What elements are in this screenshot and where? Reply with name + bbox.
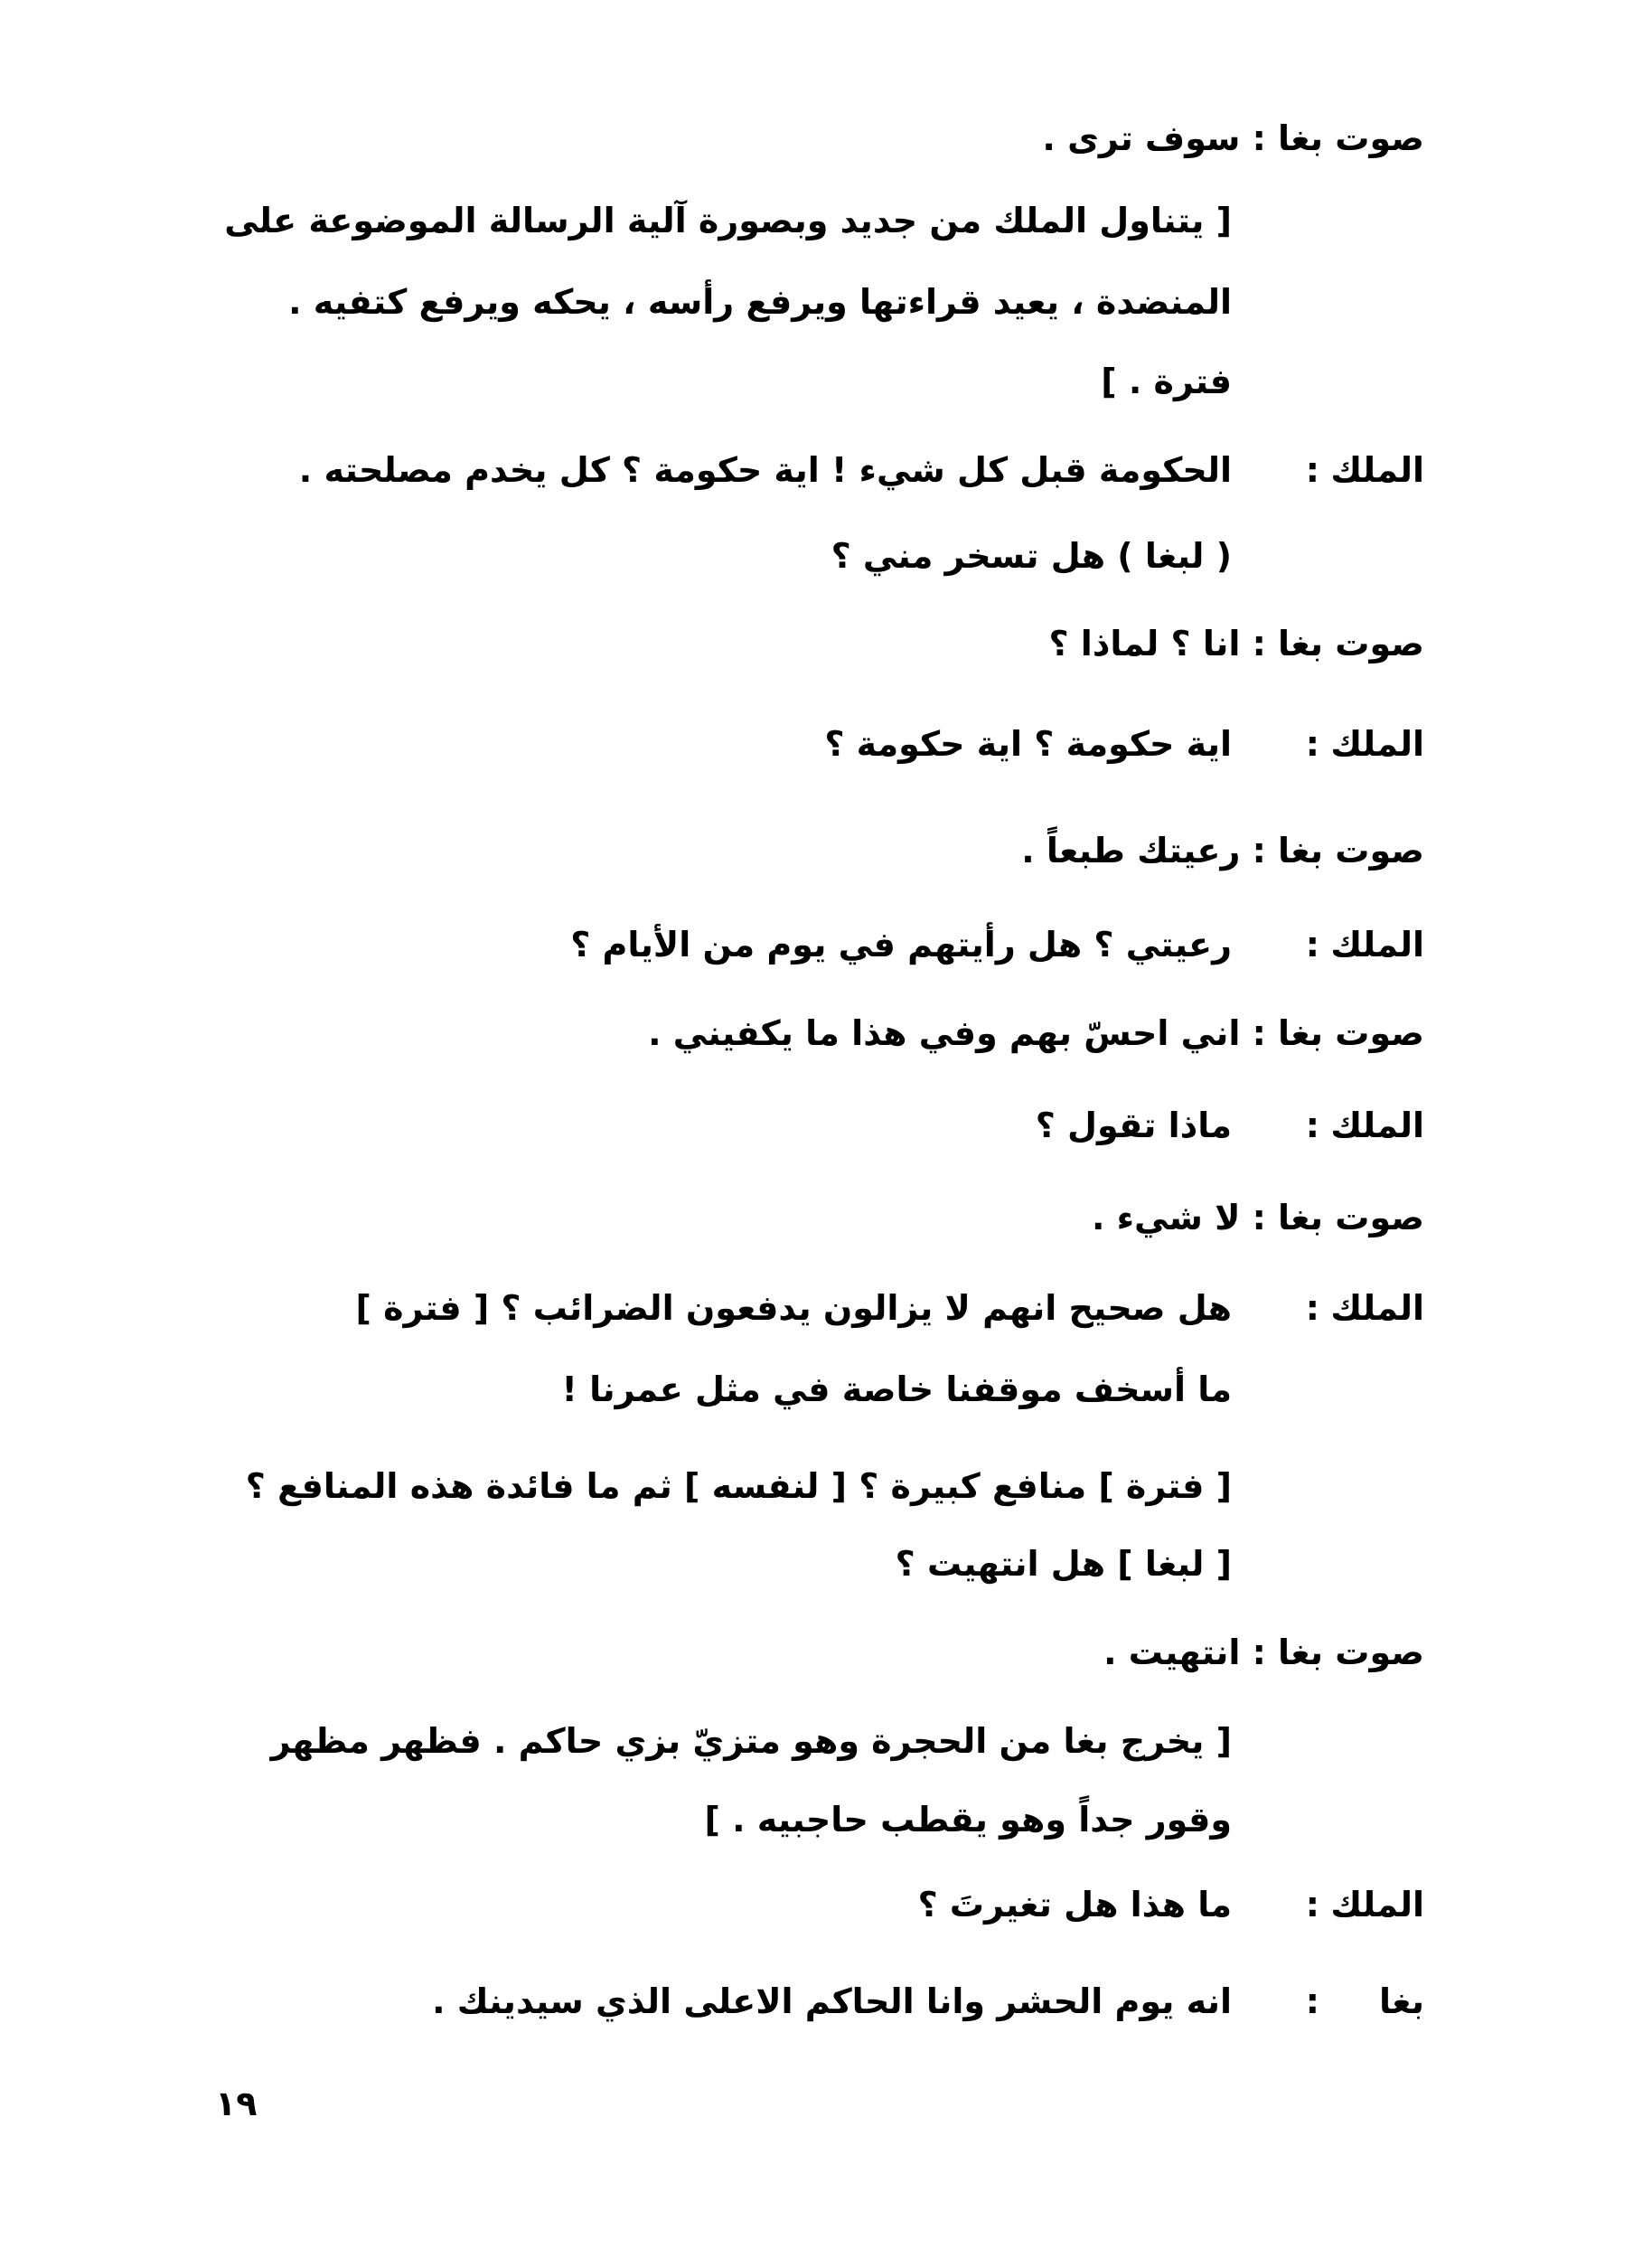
line-text: رعيتي ؟ هل رأيتهم في يوم من الأيام ؟: [570, 925, 1232, 965]
line-text: [ لبغا ] هل انتهيت ؟: [895, 1544, 1232, 1584]
line-text: [ يتناول الملك من جديد وبصورة آلية الرسالة الموضوعة على: [224, 201, 1232, 240]
dialogue-line: [0, 1281, 1652, 1335]
line-text: وقور جداً وهو يقطب حاجبيه . ]: [704, 1800, 1232, 1840]
dialogue-line: [0, 1006, 1652, 1060]
dialogue-line: [0, 1098, 1652, 1153]
stage-text-line: [0, 193, 1652, 248]
line-text: اية حكومة ؟ اية حكومة ؟: [824, 724, 1232, 764]
speaker-colon: :: [1305, 724, 1319, 764]
speaker-name: الملك: [1330, 1288, 1424, 1328]
speaker-name: الملك: [1330, 724, 1424, 764]
page-number: ١٩: [215, 2084, 258, 2123]
dialogue-line: [0, 443, 1652, 497]
speaker-colon: :: [1305, 1288, 1319, 1328]
line-text: صوت بغا : انتهيت .: [1103, 1633, 1424, 1672]
speaker-colon: :: [1305, 1106, 1319, 1145]
dialogue-line: [0, 616, 1652, 671]
speaker-colon: :: [1305, 450, 1319, 490]
line-text: ما أسخف موقفنا خاصة في مثل عمرنا !: [561, 1369, 1232, 1409]
dialogue-line: [0, 717, 1652, 771]
dialogue-line: [0, 917, 1652, 972]
speaker-name: الملك: [1330, 1106, 1424, 1145]
stage-text-line: [0, 1793, 1652, 1847]
stage-text-line: [0, 1714, 1652, 1768]
dialogue-line: [0, 1877, 1652, 1932]
stage-text-line: [0, 1537, 1652, 1591]
line-text: ( لبغا ) هل تسخر مني ؟: [831, 536, 1232, 576]
line-text: [ يخرج بغا من الحجرة وهو متزيّ بزي حاكم . فظهر مظهر: [270, 1721, 1232, 1761]
stage-text-line: [0, 529, 1652, 583]
speaker-name: الملك: [1330, 1885, 1424, 1924]
dialogue-line: [0, 1974, 1652, 2028]
speaker-colon: :: [1305, 1885, 1319, 1924]
line-text: صوت بغا : لا شيء .: [1091, 1198, 1424, 1237]
line-text: هل صحيح انهم لا يزالون يدفعون الضرائب ؟ [ فترة ]: [355, 1288, 1232, 1328]
speaker-name: الملك: [1330, 450, 1424, 490]
line-text: صوت بغا : انا ؟ لماذا ؟: [1048, 624, 1424, 663]
line-text: فترة . ]: [1101, 362, 1232, 401]
speaker-name: بغا: [1379, 1981, 1424, 2021]
line-text: ما هذا هل تغيرتَ ؟: [917, 1885, 1232, 1924]
line-text: صوت بغا : رعيتك طبعاً .: [1021, 831, 1424, 870]
speaker-name: الملك: [1330, 925, 1424, 965]
dialogue-line: [0, 1625, 1652, 1680]
line-text: صوت بغا : اني احسّ بهم وفي هذا ما يكفيني .: [648, 1013, 1424, 1053]
stage-text-line: [0, 1459, 1652, 1513]
line-text: [ فترة ] منافع كبيرة ؟ [ لنفسه ] ثم ما فائدة هذه المنافع ؟: [245, 1466, 1232, 1506]
line-text: ماذا تقول ؟: [1035, 1106, 1232, 1145]
dialogue-line: [0, 1190, 1652, 1245]
speaker-colon: :: [1305, 925, 1319, 965]
stage-text-line: [0, 354, 1652, 409]
stage-text-line: [0, 275, 1652, 329]
dialogue-line: [0, 823, 1652, 878]
speaker-colon: :: [1305, 1981, 1319, 2021]
dialogue-line: [0, 111, 1652, 165]
line-text: صوت بغا : سوف ترى .: [1042, 118, 1424, 158]
stage-text-line: [0, 1362, 1652, 1416]
line-text: المنضدة ، يعيد قراءتها ويرفع رأسه ، يحكه ويرفع كتفيه .: [288, 282, 1232, 322]
line-text: الحكومة قبل كل شيء ! اية حكومة ؟ كل يخدم مصلحته .: [298, 450, 1232, 490]
line-text: انه يوم الحشر وانا الحاكم الاعلى الذي سيدينك .: [432, 1981, 1232, 2021]
